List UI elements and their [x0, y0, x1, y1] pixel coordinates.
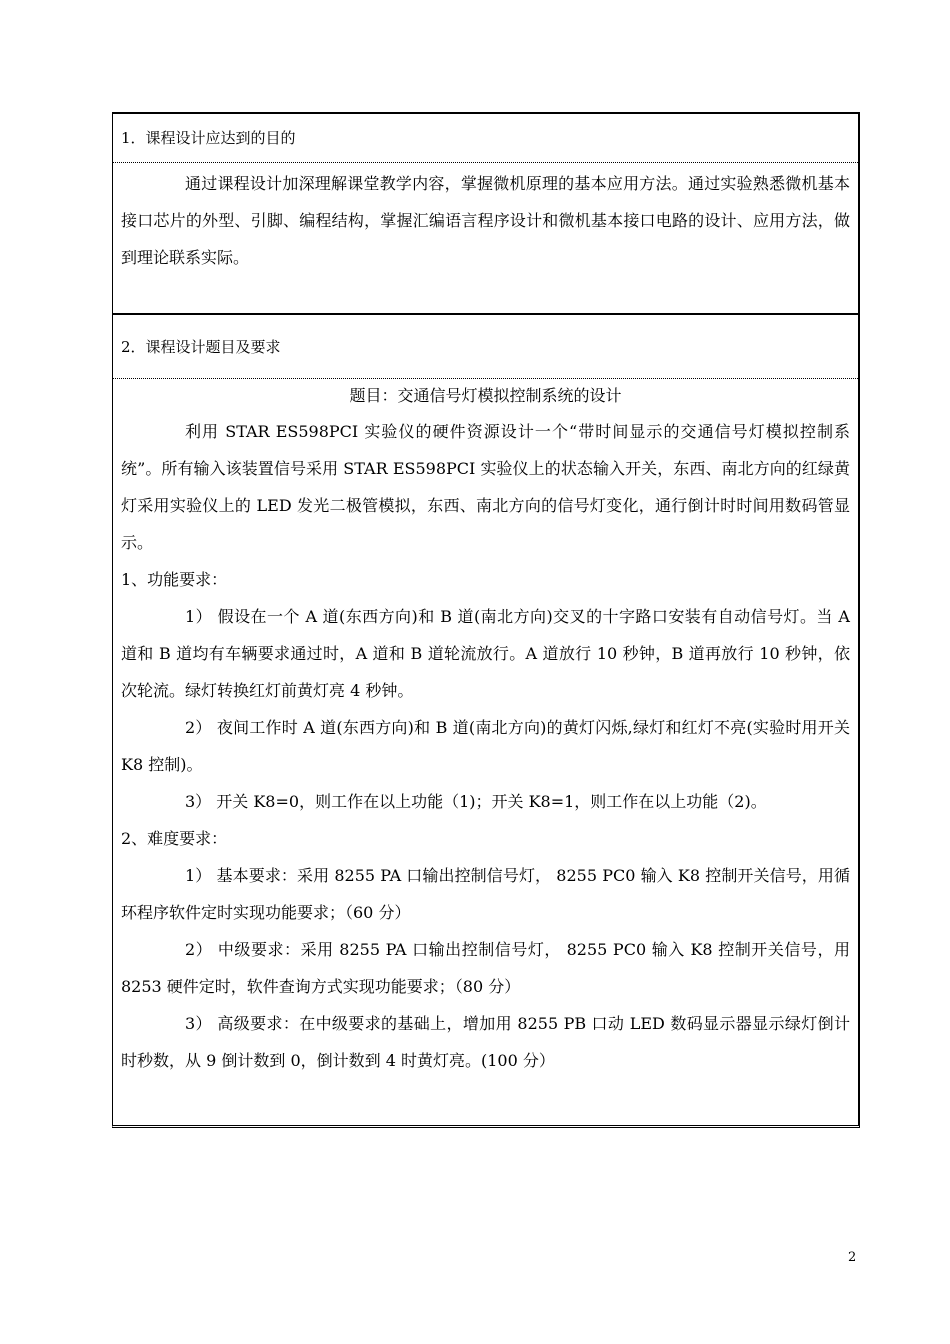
section2-heading: 2．课程设计题目及要求 — [121, 338, 281, 356]
section1-body — [113, 165, 858, 276]
func-item-1: 1） 假设在一个 A 道(东西方向)和 B 道(南北方向)交叉的十字路口安装有自动信号灯。当 A 道和 B 道均有车辆要求通过时，A 道和 B 道轮流放行。A 道放行 10 秒钟，B 道再放行 10 秒钟，依次轮流。绿灯转换红灯前黄灯亮 4 秒钟。 — [121, 607, 850, 700]
diff-item-2: 2） 中级要求：采用 8255 PA 口输出控制信号灯， 8255 PC0 输入 K8 控制开关信号，用 8253 硬件定时，软件查询方式实现功能要求；（80 分） — [121, 940, 850, 996]
page-number: 2 — [848, 1250, 857, 1265]
func-item-2: 2） 夜间工作时 A 道(东西方向)和 B 道(南北方向)的黄灯闪烁,绿灯和红灯不亮(实验时用开关 K8 控制)。 — [121, 718, 850, 774]
dotted-divider — [113, 162, 858, 163]
intro-paragraph: 利用 STAR ES598PCI 实验仪的硬件资源设计一个“带时间显示的交通信号灯模拟控制系统”。所有输入该装置信号采用 STAR ES598PCI 实验仪上的状态输入开关，东西、南北方向的红绿黄灯采用实验仪上的 LED 发光二极管模拟，东西、南北方向的信号灯变化，通行倒计时时间用数码管显示。 — [121, 422, 850, 552]
form-table — [112, 112, 860, 1128]
section1-text: 通过课程设计加深理解课堂教学内容，掌握微机原理的基本应用方法。通过实验熟悉微机基本接口芯片的外型、引脚、编程结构，掌握汇编语言程序设计和微机基本接口电路的设计、应用方法，做到理论联系实际。 — [121, 174, 850, 267]
func-item-3: 3） 开关 K8=0，则工作在以上功能（1)；开关 K8=1，则工作在以上功能（2)。 — [185, 792, 767, 811]
topic-title: 题目：交通信号灯模拟控制系统的设计 — [349, 386, 622, 405]
solid-divider — [113, 313, 858, 315]
func-heading: 1、功能要求： — [121, 570, 228, 589]
section2-body — [113, 379, 858, 1079]
section1-heading: 1．课程设计应达到的目的 — [121, 129, 296, 147]
diff-item-3: 3） 高级要求：在中级要求的基础上，增加用 8255 PB 口动 LED 数码显示器显示绿灯倒计时秒数，从 9 倒计数到 0，倒计数到 4 时黄灯亮。(100 分） — [121, 1014, 850, 1070]
diff-heading: 2、难度要求： — [121, 829, 228, 848]
diff-item-1: 1） 基本要求：采用 8255 PA 口输出控制信号灯， 8255 PC0 输入 K8 控制开关信号，用循环程序软件定时实现功能要求；（60 分） — [121, 866, 850, 922]
